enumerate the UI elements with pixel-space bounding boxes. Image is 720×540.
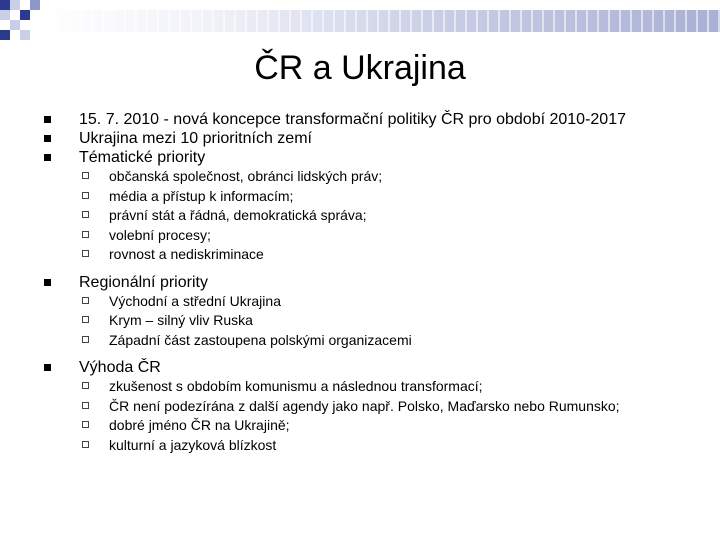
- bullet-text: Ukrajina mezi 10 prioritních zemí: [79, 130, 312, 147]
- bullet-text: Západní část zastoupena polskými organizacemi: [109, 331, 412, 348]
- bullet-text: rovnost a nediskriminace: [109, 246, 264, 262]
- hollow-square-bullet-icon: [82, 382, 89, 389]
- bullet-item: [44, 358, 684, 377]
- bullet-text: právní stát a řádná, demokratická správa;: [109, 207, 367, 223]
- hollow-square-bullet-icon: [82, 402, 89, 409]
- sub-bullet-item: [44, 167, 684, 187]
- bullet-text: Výhoda ČR: [79, 359, 161, 376]
- hollow-square-bullet-icon: [82, 231, 89, 238]
- square-bullet-icon: [44, 279, 51, 286]
- corner-square: [30, 0, 40, 10]
- hollow-square-bullet-icon: [82, 192, 89, 199]
- bullet-text: Tématické priority: [79, 149, 206, 166]
- corner-square: [20, 30, 30, 40]
- hollow-square-bullet-icon: [82, 441, 89, 448]
- bullet-list: [44, 110, 684, 455]
- corner-square: [10, 20, 20, 30]
- corner-square: [20, 10, 30, 20]
- bullet-item: [44, 148, 684, 167]
- bullet-text: ČR není podezírána z další agendy jako např. Polsko, Maďarsko nebo Rumunsko;: [109, 397, 620, 414]
- sub-bullet-item: [44, 206, 684, 226]
- hollow-square-bullet-icon: [82, 250, 89, 257]
- bullet-text: volební procesy;: [109, 226, 211, 243]
- bullet-text: zkušenost s obdobím komunismu a následnou transformací;: [109, 378, 483, 394]
- square-bullet-icon: [44, 135, 51, 142]
- sub-bullet-item: [44, 331, 684, 351]
- slide-title: ČR a Ukrajina: [254, 49, 466, 87]
- bullet-text: Krym – silný vliv Ruska: [109, 312, 253, 328]
- bullet-text: občanská společnost, obránci lidských práv;: [109, 168, 383, 184]
- bullet-item: [44, 129, 684, 148]
- hollow-square-bullet-icon: [82, 316, 89, 323]
- bullet-item: [44, 110, 684, 129]
- hollow-square-bullet-icon: [82, 421, 89, 428]
- hollow-square-bullet-icon: [82, 211, 89, 218]
- bullet-item: [44, 273, 684, 292]
- bullet-text: média a přístup k informacím;: [109, 187, 294, 204]
- corner-square: [0, 10, 10, 20]
- sub-bullet-item: [44, 416, 684, 436]
- sub-bullet-item: [44, 245, 684, 265]
- sub-bullet-item: [44, 311, 684, 331]
- hollow-square-bullet-icon: [82, 297, 89, 304]
- sub-bullet-item: [44, 292, 684, 312]
- bullet-text: Východní a střední Ukrajina: [109, 292, 281, 309]
- bullet-text: 15. 7. 2010 - nová koncepce transformační politiky ČR pro období 2010-2017: [79, 111, 626, 128]
- corner-square: [0, 0, 10, 10]
- sub-bullet-item: [44, 377, 684, 397]
- corner-square: [0, 30, 10, 40]
- square-bullet-icon: [44, 364, 51, 371]
- bullet-text: dobré jméno ČR na Ukrajině;: [109, 417, 290, 433]
- corner-square: [10, 0, 20, 10]
- sub-bullet-item: [44, 397, 684, 417]
- bullet-text: kulturní a jazyková blízkost: [109, 436, 277, 453]
- sub-bullet-item: [44, 436, 684, 456]
- sub-bullet-item: [44, 226, 684, 246]
- sub-bullet-item: [44, 187, 684, 207]
- hollow-square-bullet-icon: [82, 336, 89, 343]
- hollow-square-bullet-icon: [82, 172, 89, 179]
- square-bullet-icon: [44, 116, 51, 123]
- decorative-header-bar: [38, 10, 720, 32]
- square-bullet-icon: [44, 154, 51, 161]
- bullet-text: Regionální priority: [79, 273, 208, 291]
